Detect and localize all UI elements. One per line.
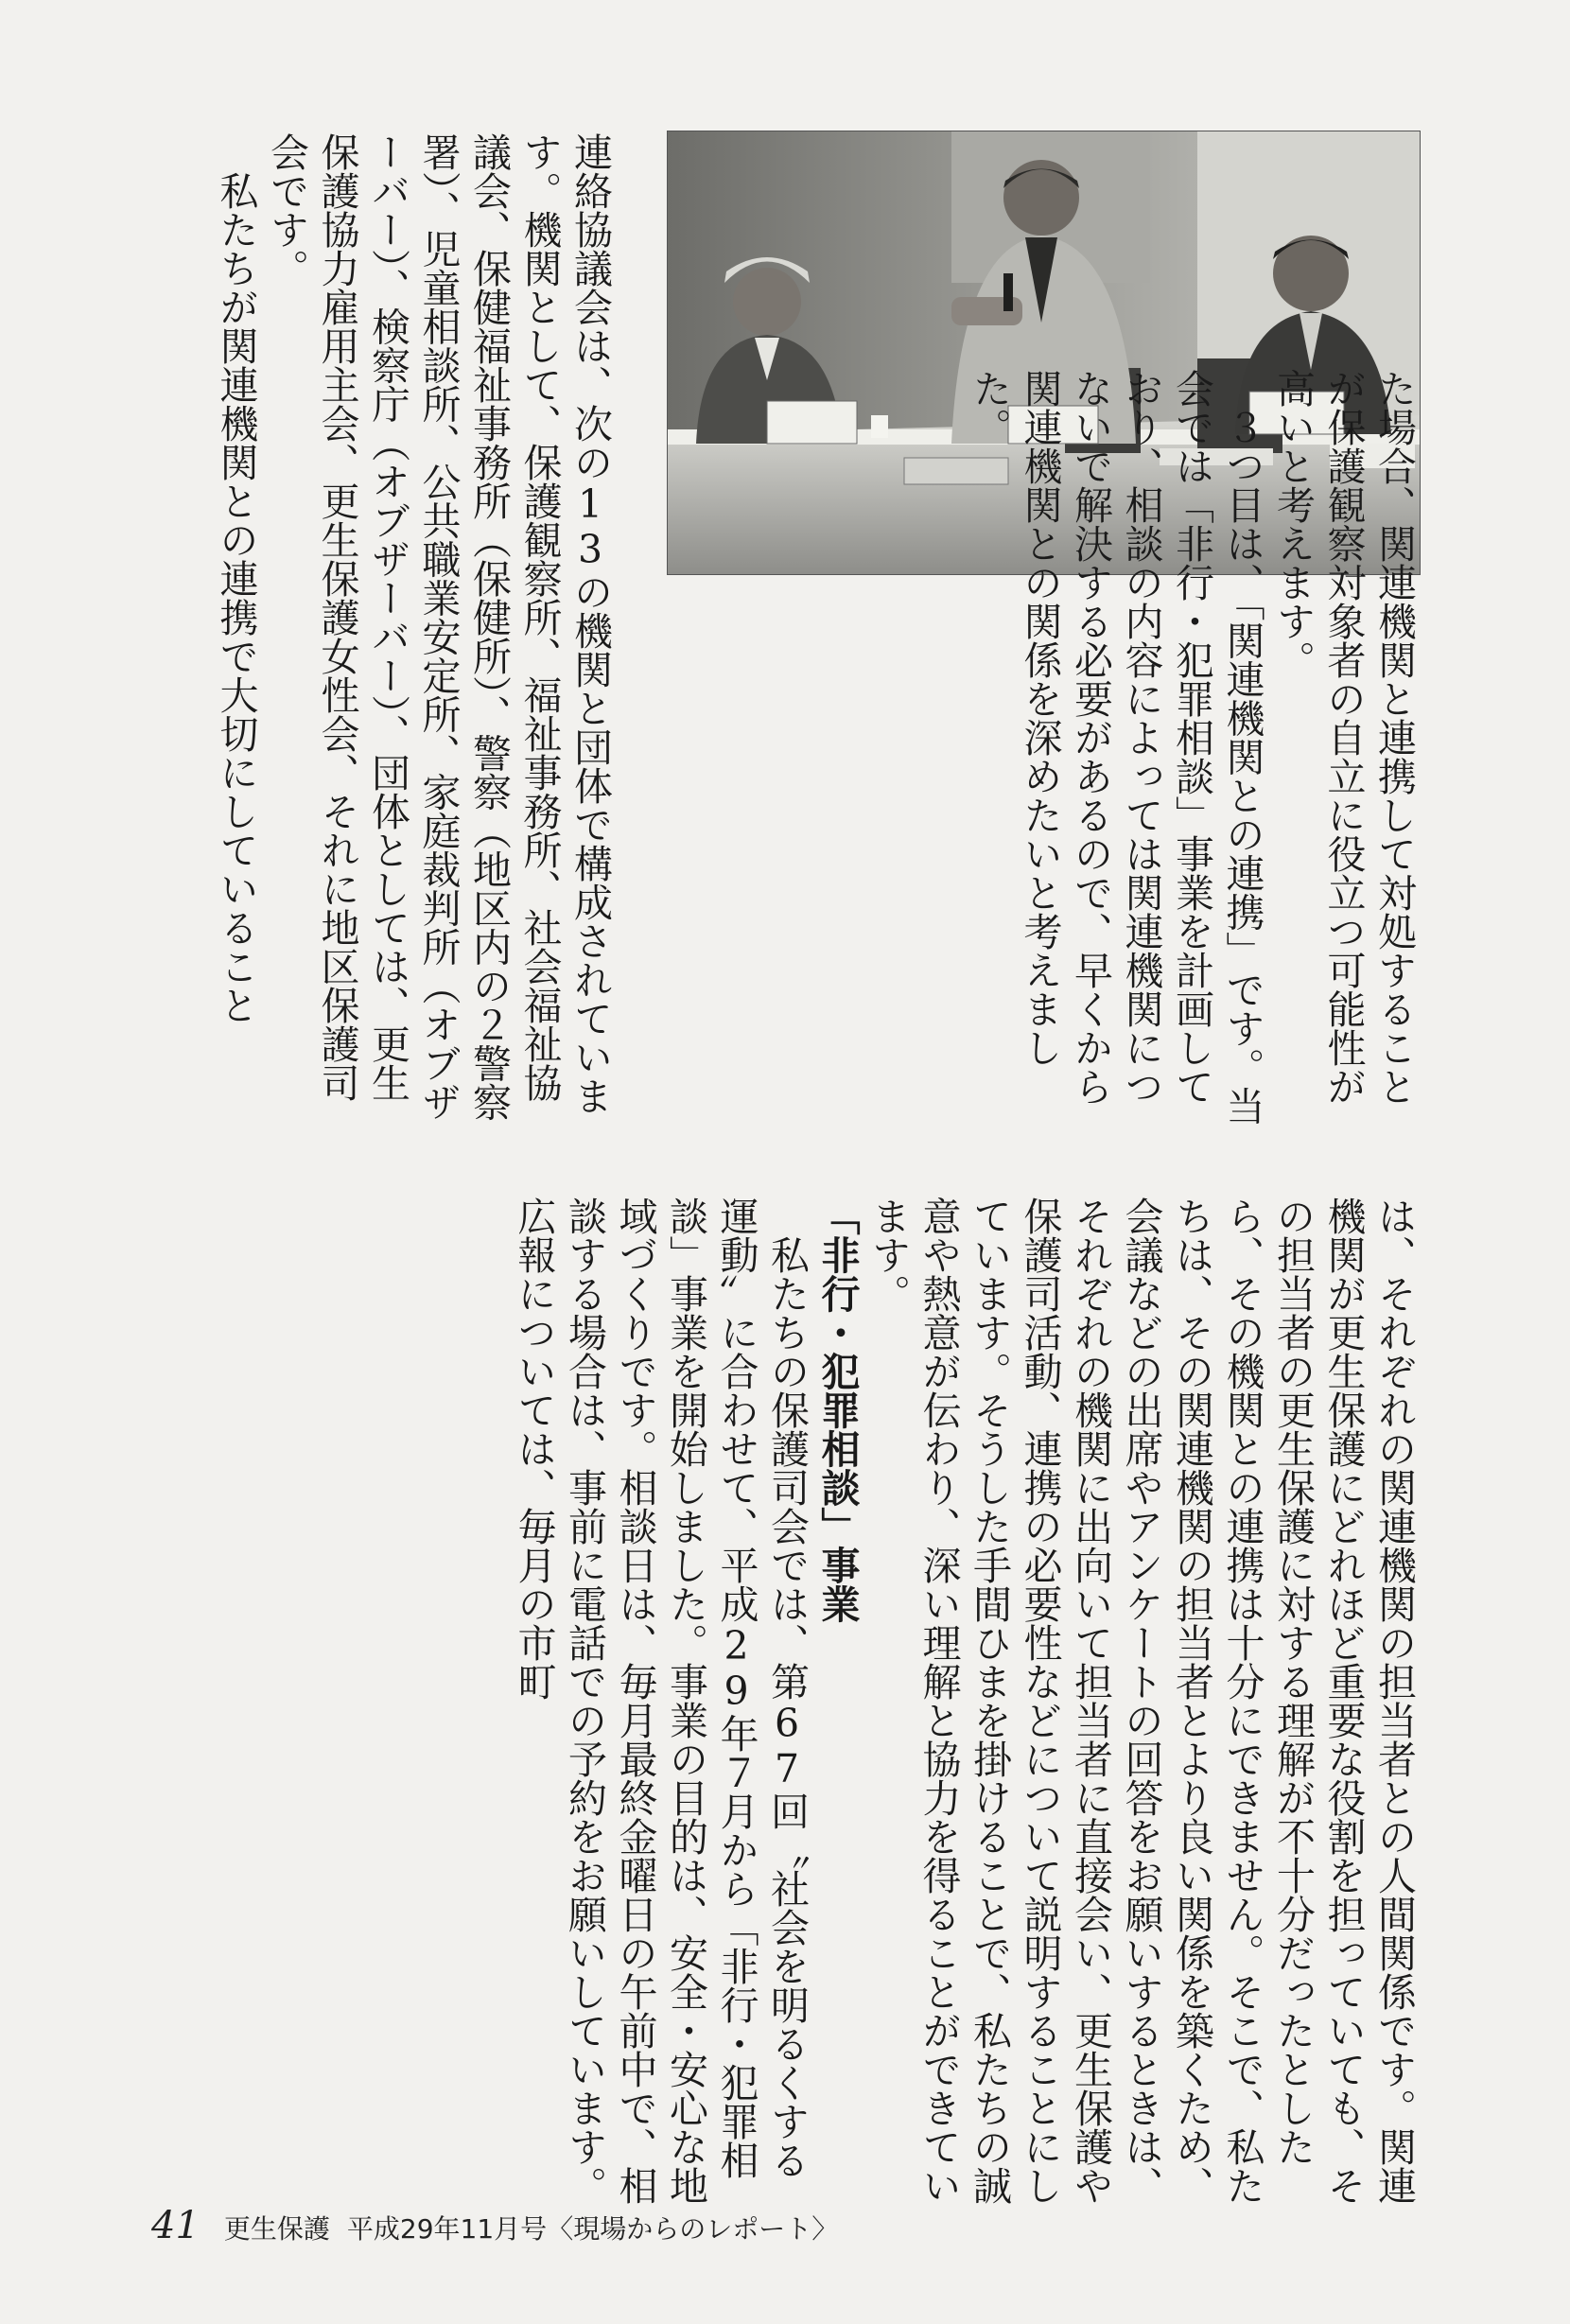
page-footer <box>151 2204 838 2247</box>
issue-label: 平成29年11月号 <box>346 2213 548 2245</box>
paragraph: は、それぞれの関連機関の担当者との人間関係です。関連機関が更生保護にどれほど重要な役割を担っていても、その担当者の更生保護に対する理解が不十分だったとしたら、その機関との連携は十分にできません。そこで、私たちは、その関連機関の担当者とより良い関係を築くため、会議などの出席やアンケートの回答をお願いするときは、それぞれの機関に出向いて担当者に直接会い、更生保護や保護司活動、連携の必要性などについて説明することにしています。そうした手間ひまを掛けることで、私たちの誠意や熱意が伝わり、深い理解と協力を得ることができています。 <box>865 1197 1417 2205</box>
paragraph: 私たちが関連機関との連携で大切にしていること <box>213 171 259 1024</box>
paragraph: ３つ目は、「関連機関との連携」です。当会では「非行・犯罪相談」事業を計画しており、相談の内容によっては関連機関につないで解決する必要があるので、早くから関連機関との関係を深めたいと考えました。 <box>967 369 1265 1126</box>
section-heading: 「非行・犯罪相談」事業 <box>814 1197 861 1623</box>
name-placard <box>767 401 857 444</box>
paragraph: た場合、関連機関と連携して対処することが保護観察対象者の自立に役立つ可能性が高いと考えます。 <box>1270 369 1417 1106</box>
text-column-upper-left <box>208 132 615 1135</box>
paragraph: 私たちの保護司会では、第67回〝社会を明るくする運動〟に合わせて、平成29年７月から「非行・犯罪相談」事業を開始しました。事業の目的は、安全・安心な地域づくりです。相談日は、毎月最終金曜日の午前中で、相談する場合は、事前に電話での予約をお願いしています。広報については、毎月の市町 <box>511 1197 810 2205</box>
paragraph: 連絡協議会は、次の13の機関と団体で構成されています。機関として、保護観察所、福祉事務所、社会福祉協議会、保健福祉事務所（保健所）、警察（地区内の２警察署）、児童相談所、公共職業安定所、家庭裁判所（オブザーバー）、検察庁（オブザーバー）、団体としては、更生保護協力雇用主会、更生保護女性会、それに地区保護司会です。 <box>264 132 613 1122</box>
page-number: 41 <box>151 2204 200 2247</box>
journal-title: 更生保護 <box>223 2213 330 2245</box>
text-column-lower <box>151 1197 1419 2209</box>
section-label: 〈現場からのレポート〉 <box>547 2213 839 2245</box>
text-column-upper-right <box>870 369 1419 1135</box>
